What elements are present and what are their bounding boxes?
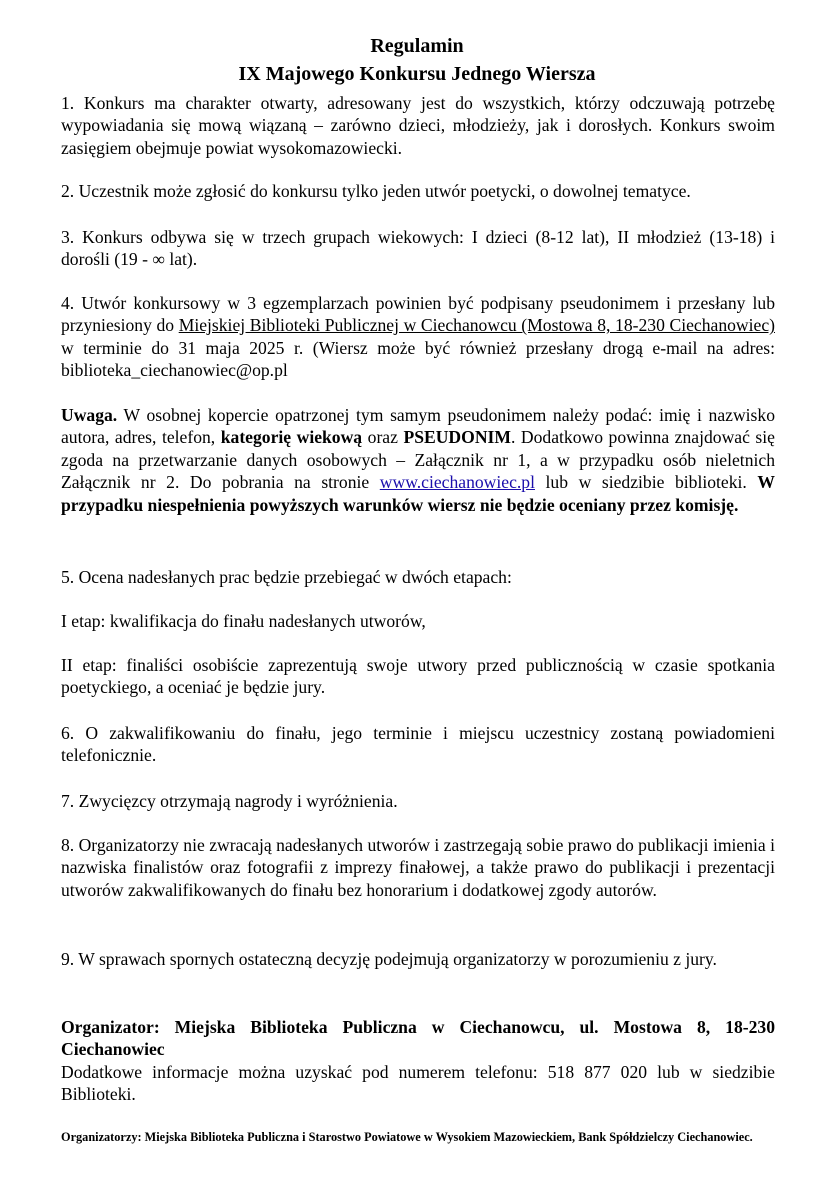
organizer-block [61, 1016, 775, 1106]
uwaga-bold-category: kategorię wiekową [220, 427, 363, 448]
website-link[interactable]: www.ciechanowiec.pl [379, 472, 535, 493]
document-subtitle: IX Majowego Konkursu Jednego Wiersza [238, 63, 596, 85]
section-4-text-2: w terminie do 31 maja 2025 r. (Wiersz może być również przesłany drogą e-mail na adres: biblioteka_ciechanowiec@op.pl [61, 337, 775, 381]
uwaga-text-1: W osobnej kopercie opatrzonej tym samym pseudonimem należy podać: imię i nazwisko autora, adres, telefon, [61, 405, 775, 448]
stage-2: II etap: finaliści osobiście zaprezentują swoje utwory przed publicznością w czasie spotkania poetyckiego, a oceniać je będzie jury. [61, 655, 775, 698]
uwaga-text-2: oraz [362, 427, 404, 448]
organizer-heading: Organizator: Miejska Biblioteka Publiczna w Ciechanowcu, ul. Mostowa 8, 18-230 Ciechanowiec [61, 1017, 775, 1060]
section-2: 2. Uczestnik może zgłosić do konkursu tylko jeden utwór poetycki, o dowolnej tematyce. [61, 181, 691, 201]
document-title: Regulamin [370, 35, 464, 57]
section-9: 9. W sprawach spornych ostateczną decyzję podejmują organizatorzy w porozumieniu z jury. [61, 949, 717, 969]
uwaga-label: Uwaga. [61, 405, 118, 425]
stage-1: I etap: kwalifikacja do finału nadesłanych utworów, [61, 611, 426, 631]
section-7: 7. Zwycięzcy otrzymają nagrody i wyróżnienia. [61, 791, 398, 811]
uwaga-text-3: . Dodatkowo powinna znajdować się zgoda na przetwarzanie danych osobowych – Załącznik nr 1, a w przypadku osób nieletnich Załącznik nr 2. Do pobrania na stronie [61, 427, 775, 493]
uwaga-paragraph [61, 404, 775, 516]
library-address: Miejskiej Biblioteki Publicznej w Ciechanowcu (Mostowa 8, 18-230 Ciechanowiec) [178, 315, 775, 336]
uwaga-text-4: lub w siedzibie biblioteki. [534, 472, 758, 493]
section-5: 5. Ocena nadesłanych prac będzie przebiegać w dwóch etapach: [61, 567, 512, 587]
section-8: 8. Organizatorzy nie zwracają nadesłanych utworów i zastrzegają sobie prawo do publikacji imienia i nazwiska finalistów oraz fotografii z imprezy finałowej, a także prawo do publikacji i prezentacji utworów zakwalifikowanych do finału bez honorarium i dodatkowej zgody autorów. [61, 835, 775, 900]
footer-organizers: Organizatorzy: Miejska Biblioteka Publiczna i Starostwo Powiatowe w Wysokiem Mazowieckiem, Bank Spółdzielczy Ciechanowiec. [61, 1130, 753, 1144]
section-4-text-1: 4. Utwór konkursowy w 3 egzemplarzach powinien być podpisany pseudonimem i przesłany lub przyniesiony do [61, 293, 775, 336]
section-1: 1. Konkurs ma charakter otwarty, adresowany jest do wszystkich, którzy odczuwają potrzebę wypowiadania się mową wiązaną – zarówno dzieci, młodzieży, jak i dorosłych. Konkurs swoim zasięgiem obejmuje powiat wysokomazowiecki. [61, 93, 775, 158]
organizer-info: Dodatkowe informacje można uzyskać pod numerem telefonu: 518 877 020 lub w siedzibie Biblioteki. [61, 1061, 775, 1105]
section-4 [61, 292, 775, 382]
uwaga-bold-warning: W przypadku niespełnienia powyższych warunków wiersz nie będzie oceniany przez komisję. [61, 472, 775, 515]
uwaga-bold-pseudonim: PSEUDONIM [403, 427, 511, 448]
section-3: 3. Konkurs odbywa się w trzech grupach wiekowych: I dzieci (8-12 lat), II młodzież (13-18) i dorośli (19 - ∞ lat). [61, 227, 775, 270]
section-6: 6. O zakwalifikowaniu do finału, jego terminie i miejscu uczestnicy zostaną powiadomieni telefonicznie. [61, 723, 775, 766]
